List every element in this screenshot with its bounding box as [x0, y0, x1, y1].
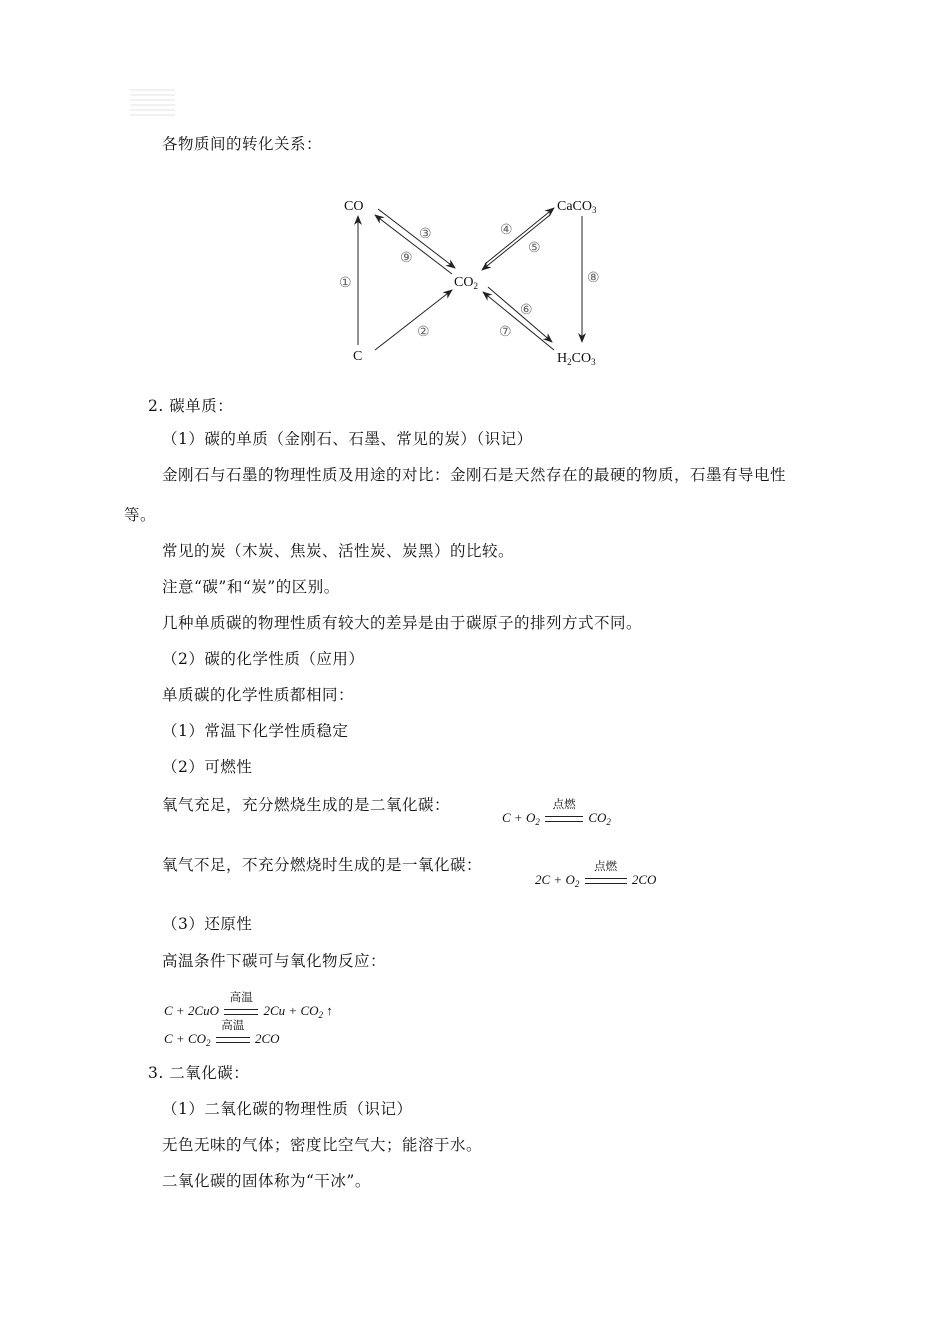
- label-9: ⑨: [400, 251, 413, 266]
- arrow-7: [483, 292, 554, 350]
- section2-sub1: （1）碳的单质（金刚石、石墨、常见的炭）（识记）: [162, 430, 533, 448]
- label-4: ④: [500, 223, 513, 238]
- reduction-text: 高温条件下碳可与氧化物反应：: [162, 952, 387, 970]
- node-caco3: CaCO$_3$: [557, 199, 597, 215]
- label-1: ①: [339, 276, 352, 291]
- note-text: 注意“碳”和“炭”的区别。: [162, 578, 340, 596]
- arrow-4: [485, 208, 554, 264]
- partial-combustion-text: 氧气不足，不充分燃烧时生成的是一氧化碳：: [162, 856, 483, 874]
- label-6: ⑥: [520, 303, 533, 318]
- co2-properties: 无色无味的气体；密度比空气大；能溶于水。: [162, 1136, 483, 1154]
- dry-ice-text: 二氧化碳的固体称为“干冰”。: [162, 1172, 371, 1190]
- node-co2: $CO_2$: [454, 275, 478, 291]
- section2-sub2: （2）碳的化学性质（应用）: [162, 650, 365, 668]
- equation-partial-combustion: $2C + O_2$ 点燃 2CO: [535, 859, 657, 889]
- equation-full-combustion: $C + O_2$ 点燃 $CO_2$: [502, 797, 611, 827]
- node-co: CO: [344, 199, 364, 214]
- compare-line1: 金刚石与石墨的物理性质及用途的对比：金刚石是天然存在的最硬的物质，石墨有导电性: [162, 466, 787, 484]
- section3-sub1: （1）二氧化碳的物理性质（识记）: [162, 1100, 413, 1118]
- arrow-9: [375, 215, 452, 274]
- label-3: ③: [419, 227, 432, 242]
- diagram-svg: [330, 190, 630, 370]
- faint-mark: [130, 88, 175, 116]
- point2: （2）可燃性: [162, 758, 253, 776]
- section2-title: 2. 碳单质：: [148, 397, 234, 415]
- label-8: ⑧: [587, 271, 600, 286]
- equation-co2: $C + CO_2$ 高温 2CO: [164, 1018, 280, 1048]
- same-text: 单质碳的化学性质都相同：: [162, 686, 355, 704]
- label-2: ②: [417, 325, 430, 340]
- conversion-diagram: [330, 190, 630, 370]
- node-c: C: [353, 349, 363, 364]
- point3: （3）还原性: [162, 915, 253, 933]
- full-combustion-text: 氧气充足，充分燃烧生成的是二氧化碳：: [162, 796, 451, 814]
- arrow-3: [378, 209, 455, 268]
- equation-cuo: C + 2CuO 高温 $2Cu + CO_2$ ↑: [164, 990, 333, 1020]
- heading: 各物质间的转化关系：: [162, 135, 323, 153]
- point1: （1）常温下化学性质稳定: [162, 722, 349, 740]
- node-h2co3: $H_2CO_3$: [557, 351, 596, 367]
- label-5: ⑤: [528, 241, 541, 256]
- difference-text: 几种单质碳的物理性质有较大的差异是由于碳原子的排列方式不同。: [162, 614, 643, 632]
- section3-title: 3. 二氧化碳：: [148, 1064, 250, 1082]
- charcoal-text: 常见的炭（木炭、焦炭、活性炭、炭黑）的比较。: [162, 542, 515, 560]
- compare-line2: 等。: [124, 506, 157, 524]
- arrow-2: [375, 290, 452, 350]
- label-7: ⑦: [499, 325, 512, 340]
